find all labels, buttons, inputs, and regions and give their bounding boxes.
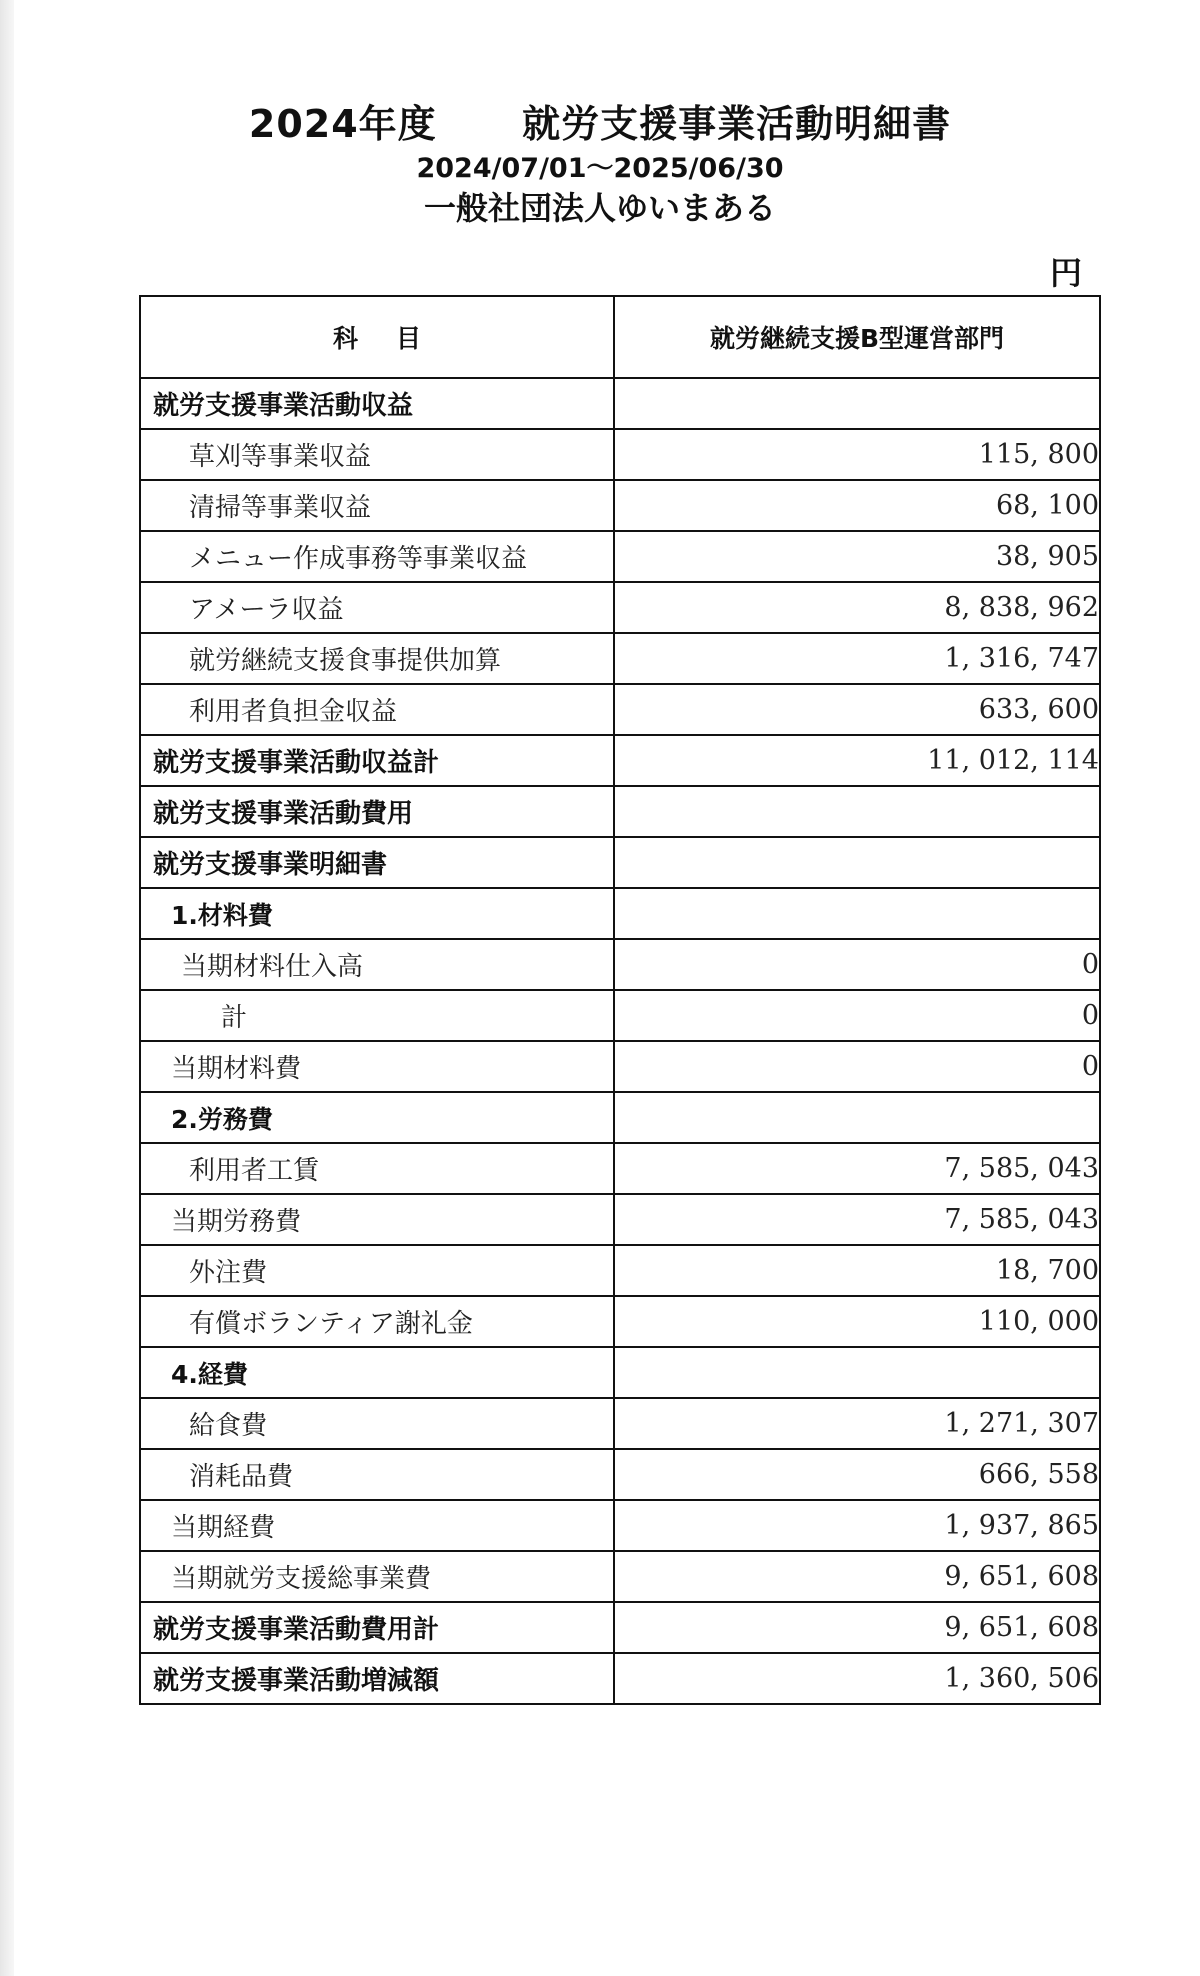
row-label: メニュー作成事務等事業収益 [140, 531, 614, 582]
row-label: 就労支援事業活動収益 [140, 378, 614, 429]
table-row [140, 1041, 1100, 1092]
row-label: 1.材料費 [140, 888, 614, 939]
table-row [140, 990, 1100, 1041]
row-amount: 18, 700 [614, 1245, 1100, 1296]
table-row [140, 1194, 1100, 1245]
row-amount [614, 378, 1100, 429]
document-header [0, 96, 1200, 230]
row-amount [614, 1092, 1100, 1143]
row-label: 外注費 [140, 1245, 614, 1296]
row-label: 草刈等事業収益 [140, 429, 614, 480]
table-row [140, 1449, 1100, 1500]
statement-title: 就労支援事業活動明細書 [522, 102, 952, 146]
row-amount: 7, 585, 043 [614, 1143, 1100, 1194]
row-amount: 1, 937, 865 [614, 1500, 1100, 1551]
table-row [140, 1092, 1100, 1143]
row-label: 就労支援事業明細書 [140, 837, 614, 888]
row-label: 清掃等事業収益 [140, 480, 614, 531]
statement-table [139, 295, 1101, 1705]
table-row [140, 939, 1100, 990]
table-row [140, 1398, 1100, 1449]
column-header-subject: 科 目 [140, 296, 614, 378]
table-row [140, 1551, 1100, 1602]
table-header-row [140, 296, 1100, 378]
row-amount: 0 [614, 939, 1100, 990]
table-row [140, 480, 1100, 531]
row-amount: 38, 905 [614, 531, 1100, 582]
column-header-department: 就労継続支援B型運営部門 [614, 296, 1100, 378]
table-row [140, 378, 1100, 429]
table-row [140, 888, 1100, 939]
table-row [140, 429, 1100, 480]
table-row [140, 1143, 1100, 1194]
row-label: 利用者工賃 [140, 1143, 614, 1194]
row-amount [614, 888, 1100, 939]
row-amount: 110, 000 [614, 1296, 1100, 1347]
row-label: 当期労務費 [140, 1194, 614, 1245]
row-label: 4.経費 [140, 1347, 614, 1398]
row-amount: 1, 271, 307 [614, 1398, 1100, 1449]
row-label: 当期材料費 [140, 1041, 614, 1092]
table-row [140, 1500, 1100, 1551]
table-row [140, 735, 1100, 786]
row-amount [614, 786, 1100, 837]
row-amount [614, 837, 1100, 888]
row-label: 計 [140, 990, 614, 1041]
row-amount: 68, 100 [614, 480, 1100, 531]
table-row [140, 1296, 1100, 1347]
row-label: 当期材料仕入高 [140, 939, 614, 990]
row-label: 利用者負担金収益 [140, 684, 614, 735]
row-label: 就労支援事業活動収益計 [140, 735, 614, 786]
row-amount: 9, 651, 608 [614, 1602, 1100, 1653]
page-edge-shadow [0, 0, 14, 1976]
currency-unit: 円 [1050, 254, 1083, 292]
row-label: 当期就労支援総事業費 [140, 1551, 614, 1602]
row-amount: 8, 838, 962 [614, 582, 1100, 633]
row-amount [614, 1347, 1100, 1398]
table-row [140, 1347, 1100, 1398]
row-label: 有償ボランティア謝礼金 [140, 1296, 614, 1347]
row-label: 就労支援事業活動増減額 [140, 1653, 614, 1704]
row-amount: 11, 012, 114 [614, 735, 1100, 786]
row-label: 就労支援事業活動費用計 [140, 1602, 614, 1653]
table-row [140, 1602, 1100, 1653]
table-row [140, 531, 1100, 582]
table-row [140, 633, 1100, 684]
row-label: 消耗品費 [140, 1449, 614, 1500]
row-amount: 633, 600 [614, 684, 1100, 735]
row-amount: 9, 651, 608 [614, 1551, 1100, 1602]
row-amount: 1, 316, 747 [614, 633, 1100, 684]
row-amount: 666, 558 [614, 1449, 1100, 1500]
row-amount: 0 [614, 1041, 1100, 1092]
document-title [0, 96, 1200, 152]
row-label: アメーラ収益 [140, 582, 614, 633]
table-row [140, 684, 1100, 735]
row-label: 2.労務費 [140, 1092, 614, 1143]
statement-period: 2024/07/01～2025/06/30 [416, 153, 784, 184]
row-label: 給食費 [140, 1398, 614, 1449]
row-amount: 0 [614, 990, 1100, 1041]
fiscal-year: 2024年度 [248, 102, 437, 146]
row-label: 就労継続支援食事提供加算 [140, 633, 614, 684]
row-label: 就労支援事業活動費用 [140, 786, 614, 837]
table-row [140, 837, 1100, 888]
organization-name: 一般社団法人ゆいまある [423, 189, 776, 227]
row-amount: 115, 800 [614, 429, 1100, 480]
table-row [140, 786, 1100, 837]
row-amount: 1, 360, 506 [614, 1653, 1100, 1704]
table-row [140, 1653, 1100, 1704]
row-amount: 7, 585, 043 [614, 1194, 1100, 1245]
table-row [140, 582, 1100, 633]
row-label: 当期経費 [140, 1500, 614, 1551]
table-row [140, 1245, 1100, 1296]
